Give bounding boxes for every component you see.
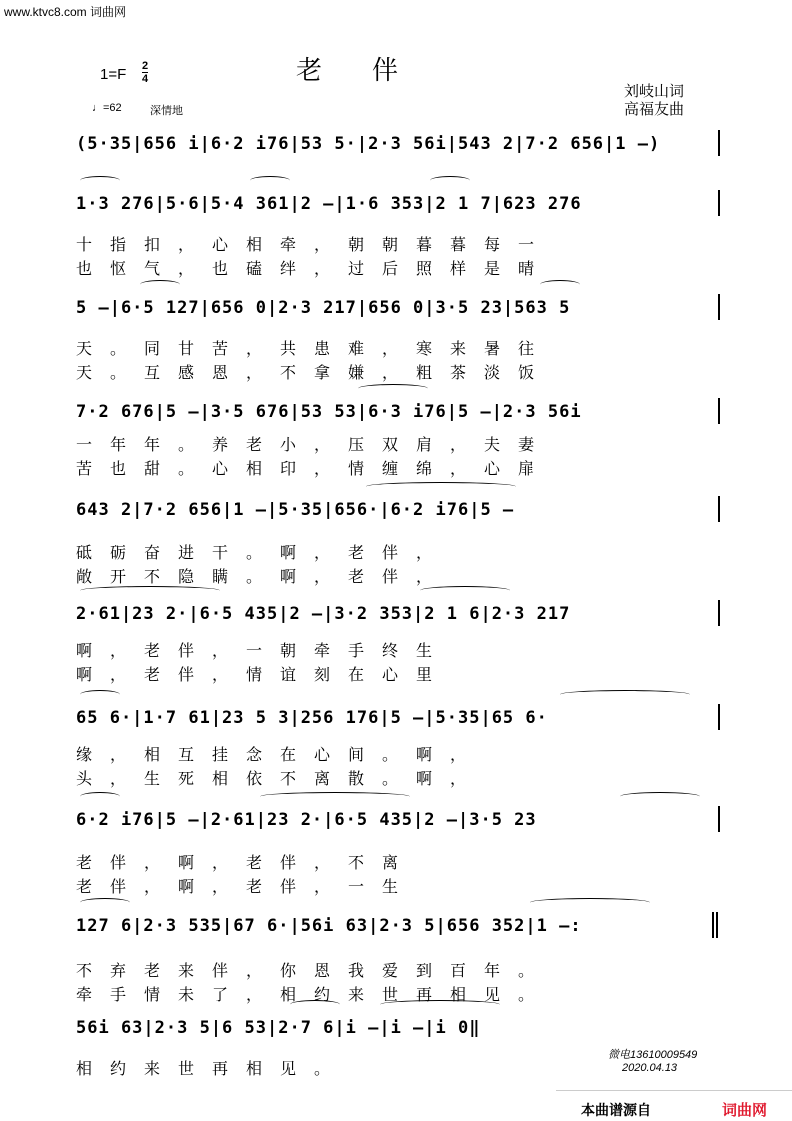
score-line-8-lyric-1: 老伴，啊，老伴，不离	[76, 853, 417, 872]
barline	[718, 398, 720, 424]
source-label: 本曲谱源自	[581, 1103, 651, 1119]
site-logo[interactable]: 词曲网	[722, 1101, 768, 1119]
score-line-9-lyric-1: 不弃老来伴，你恩我爱到百年。	[76, 961, 553, 980]
tie	[380, 1000, 500, 1009]
score-line-2-lyric-2: 也怄气，也磕绊，过后照样是晴	[76, 259, 553, 278]
slur	[80, 792, 120, 801]
tempo-marking: ♩=62	[92, 102, 122, 114]
slur	[530, 898, 650, 907]
barline	[718, 806, 720, 832]
score-line-7-lyric-2: 头，生死相依不离散。啊，	[76, 769, 485, 788]
composer-credit: 高福友曲	[624, 100, 685, 118]
barline	[718, 600, 720, 626]
slur	[620, 792, 700, 801]
song-title: 老伴	[296, 56, 449, 86]
score-line-8-notes: 6·2 i76|5 –|2·61|23 2·|6·5 435|2 –|3·5 23	[76, 810, 537, 830]
repeat-barline	[716, 912, 718, 938]
score-line-1-notes: (5·35|656 i|6·2 i76|53 5·|2·3 56i|543 2|7·2 656|1 –)	[76, 134, 661, 154]
contact-phone: 微电13610009549	[608, 1049, 698, 1061]
score-line-6-notes: 2·61|23 2·|6·5 435|2 –|3·2 353|2 1 6|2·3 217	[76, 604, 571, 624]
slur	[358, 384, 428, 393]
score-line-10-notes: 56i 63|2·3 5|6 53|2·7 6|i –|i –|i 0‖	[76, 1018, 481, 1038]
score-line-5-lyric-1: 砥砺奋进干。啊，老伴，	[76, 543, 451, 562]
slur	[80, 690, 120, 699]
score-line-9-lyric-2: 牵手情未了，相约来世再相见。	[76, 985, 553, 1004]
time-signature	[142, 60, 148, 85]
slur	[430, 176, 470, 185]
score-line-9-notes: 127 6|2·3 535|67 6·|56i 63|2·3 5|656 352|1 –:	[76, 916, 582, 936]
score-line-10-lyric-1: 相约来世再相见。	[76, 1059, 349, 1078]
slur	[290, 1000, 340, 1009]
mood-marking: 深情地	[150, 104, 183, 117]
arrangement-date: 2020.04.13	[622, 1062, 678, 1074]
score-line-5-notes: 643 2|7·2 656|1 –|5·35|656·|6·2 i76|5 –	[76, 500, 515, 520]
barline	[718, 130, 720, 156]
score-line-7-notes: 65 6·|1·7 61|23 5 3|256 176|5 –|5·35|65 6·	[76, 708, 548, 728]
score-line-5-lyric-2: 敞开不隐瞒。啊，老伴，	[76, 567, 451, 586]
key-signature: 1=F	[100, 66, 127, 83]
score-line-3-notes: 5 –|6·5 127|656 0|2·3 217|656 0|3·5 23|563 5	[76, 298, 571, 318]
barline	[718, 190, 720, 216]
barline	[718, 704, 720, 730]
lyricist-credit: 刘岐山词	[624, 82, 685, 100]
slur	[366, 482, 516, 491]
score-line-3-lyric-1: 天。同甘苦，共患难，寒来暑往	[76, 339, 553, 358]
slur	[560, 690, 690, 699]
score-line-4-lyric-1: 一年年。养老小，压双肩，夫妻	[76, 435, 553, 454]
score-line-6-lyric-2: 啊，老伴，情谊刻在心里	[76, 665, 451, 684]
score-line-8-lyric-2: 老伴，啊，老伴，一生	[76, 877, 417, 896]
score-line-4-lyric-2: 苦也甜。心相印，情缠绵，心扉	[76, 459, 553, 478]
slur	[80, 176, 120, 185]
slur	[80, 586, 220, 595]
footer-divider	[556, 1090, 792, 1091]
slur	[540, 280, 580, 289]
score-line-3-lyric-2: 天。互感恩，不拿嫌，粗茶淡饭	[76, 363, 553, 382]
slur	[260, 792, 410, 801]
slur	[140, 280, 180, 289]
slur	[420, 586, 510, 595]
site-watermark: www.ktvc8.com 词曲网	[4, 5, 127, 19]
score-line-2-notes: 1·3 276|5·6|5·4 361|2 –|1·6 353|2 1 7|623 276	[76, 194, 582, 214]
time-signature-bottom: 4	[142, 73, 149, 85]
time-signature-top: 2	[142, 60, 149, 72]
repeat-barline	[712, 912, 714, 938]
score-line-4-notes: 7·2 676|5 –|3·5 676|53 53|6·3 i76|5 –|2·3 56i	[76, 402, 582, 422]
barline	[718, 294, 720, 320]
barline	[718, 496, 720, 522]
score-line-7-lyric-1: 缘，相互挂念在心间。啊，	[76, 745, 485, 764]
slur	[80, 898, 130, 907]
score-line-6-lyric-1: 啊，老伴，一朝牵手终生	[76, 641, 451, 660]
slur	[250, 176, 290, 185]
score-line-2-lyric-1: 十指扣，心相牵，朝朝暮暮每一	[76, 235, 553, 254]
